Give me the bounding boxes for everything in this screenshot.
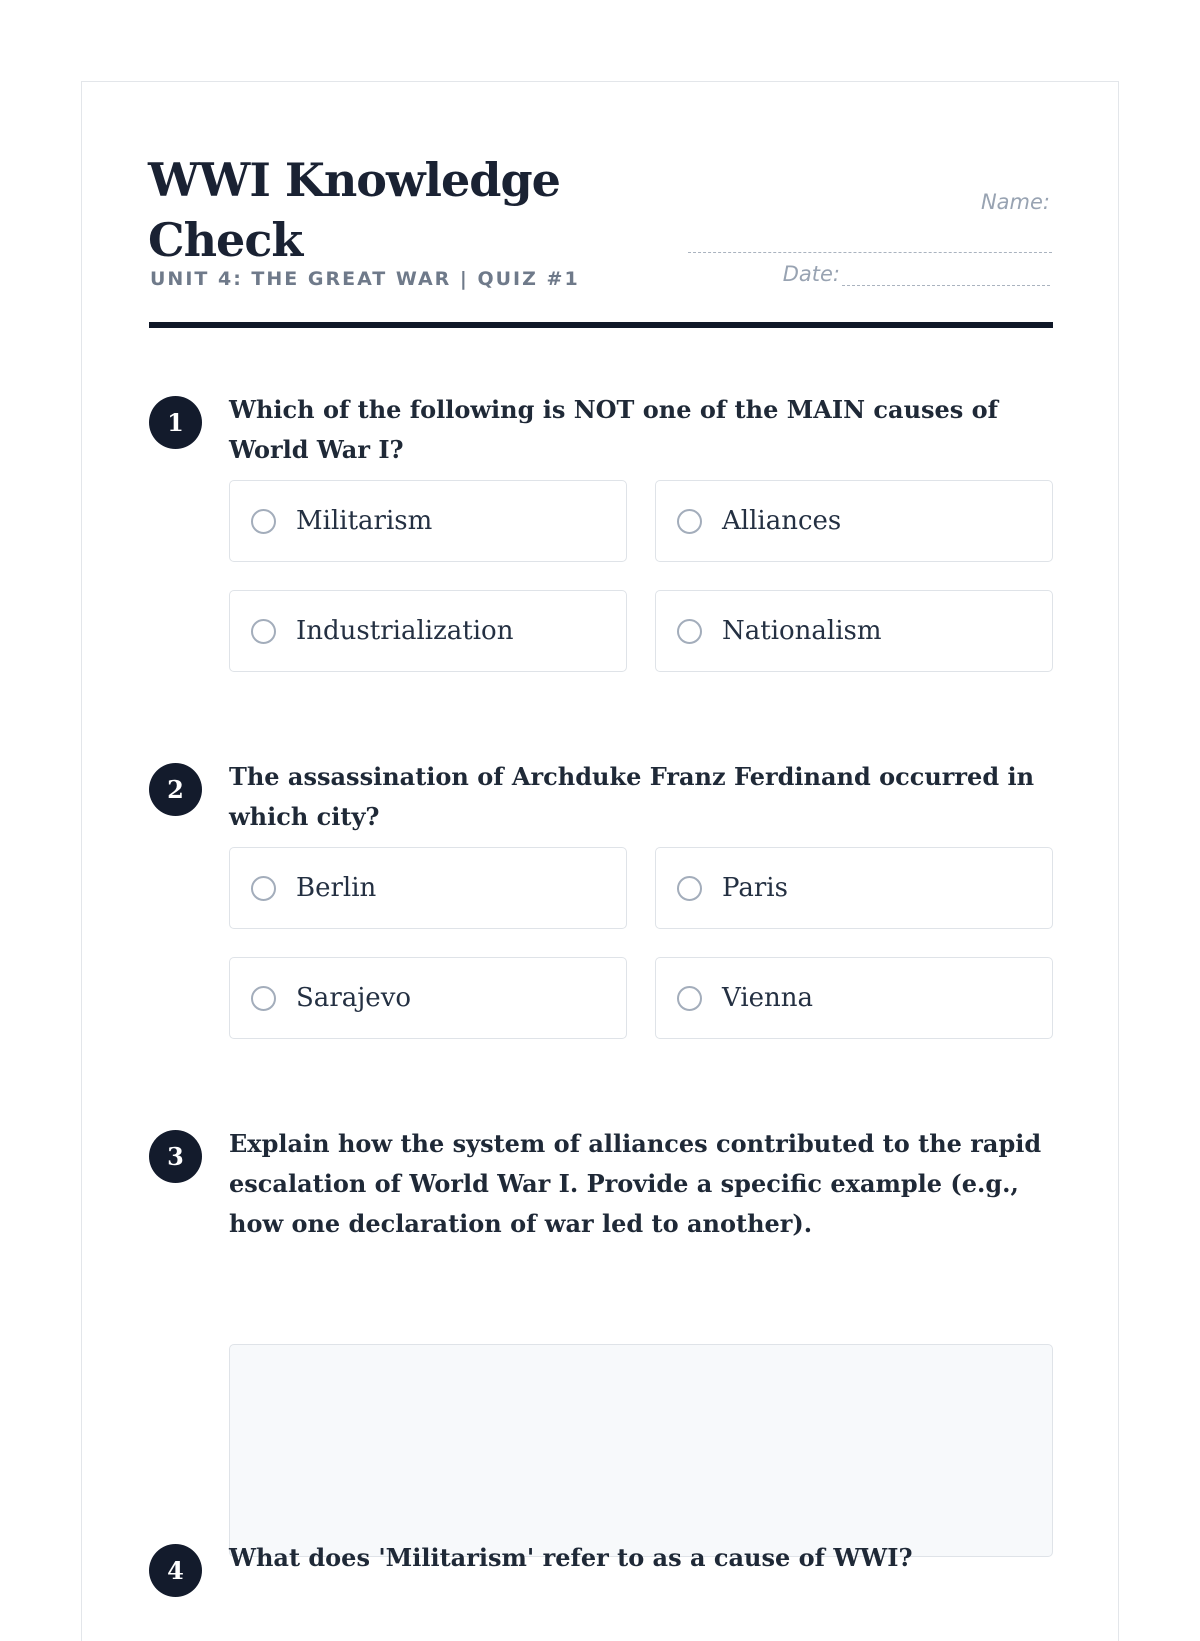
radio-icon[interactable]	[677, 509, 702, 534]
written-answer-box[interactable]	[229, 1344, 1053, 1557]
option-berlin[interactable]	[229, 847, 627, 929]
page-title: WWI Knowledge Check	[148, 153, 560, 267]
radio-icon[interactable]	[251, 876, 276, 901]
question-text: Explain how the system of alliances contributed to the rapid escalation of World War I. Provide a specific example (e.g., how one declaration of war led to another).	[229, 1129, 1042, 1238]
radio-icon[interactable]	[251, 619, 276, 644]
radio-icon[interactable]	[251, 986, 276, 1011]
quiz-subtitle: UNIT 4: THE GREAT WAR | QUIZ #1	[150, 268, 580, 290]
radio-icon[interactable]	[677, 619, 702, 644]
question-text: Which of the following is NOT one of the MAIN causes of World War I?	[229, 395, 998, 464]
question-number-badge: 4	[149, 1544, 202, 1597]
question-text: The assassination of Archduke Franz Ferdinand occurred in which city?	[229, 762, 1035, 831]
option-paris[interactable]	[655, 847, 1053, 929]
option-sarajevo[interactable]	[229, 957, 627, 1039]
question-number-badge: 1	[149, 396, 202, 449]
option-label: Paris	[722, 873, 788, 903]
option-label: Militarism	[296, 506, 433, 536]
question-number-badge: 3	[149, 1130, 202, 1183]
date-field-label: Date:	[782, 262, 840, 286]
name-field-label: Name:	[980, 190, 1050, 214]
header-divider	[149, 322, 1053, 328]
quiz-sheet	[81, 81, 1119, 1641]
option-label: Nationalism	[722, 616, 882, 646]
date-field	[783, 262, 1050, 286]
question-text: What does 'Militarism' refer to as a cause of WWI?	[229, 1543, 913, 1572]
date-input-line[interactable]	[842, 263, 1050, 286]
option-label: Vienna	[722, 983, 814, 1013]
option-vienna[interactable]	[655, 957, 1053, 1039]
option-nationalism[interactable]	[655, 590, 1053, 672]
option-militarism[interactable]	[229, 480, 627, 562]
radio-icon[interactable]	[677, 876, 702, 901]
option-label: Berlin	[296, 873, 377, 903]
radio-icon[interactable]	[251, 509, 276, 534]
radio-icon[interactable]	[677, 986, 702, 1011]
option-industrialization[interactable]	[229, 590, 627, 672]
option-label: Alliances	[722, 506, 842, 536]
question-number-badge: 2	[149, 763, 202, 816]
option-label: Industrialization	[296, 616, 514, 646]
option-alliances[interactable]	[655, 480, 1053, 562]
name-input-line[interactable]	[688, 252, 1052, 253]
option-label: Sarajevo	[296, 983, 412, 1013]
